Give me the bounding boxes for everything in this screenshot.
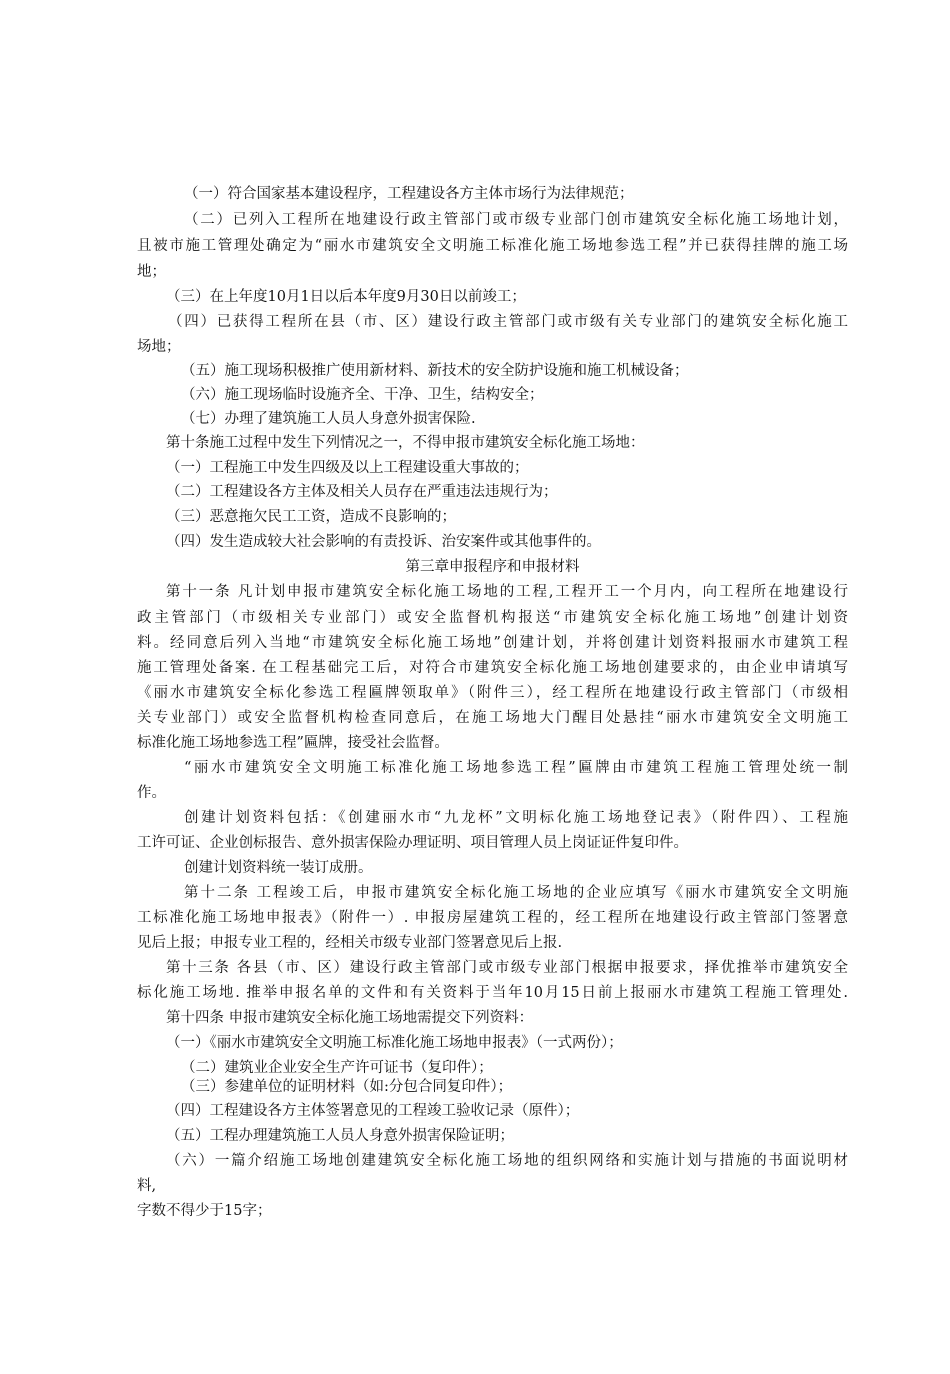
text-line-6: （四）已获得工程所在县（市、区）建设行政主管部门或市级有关专业部门的建筑安全标化施工 [168,314,848,330]
text-line-14: （三）恶意拖欠民工工资，造成不良影响的； [166,509,456,525]
text-line-5: （三）在上年度10月1日以后本年度9月30日以前竣工； [166,289,526,305]
text-line-27: 工许可证、企业创标报告、意外损害保险办理证明、项目管理人员上岗证证件复印件。 [137,835,688,851]
text-line-12: （一）工程施工中发生四级及以上工程建设重大事故的； [166,460,529,476]
text-line-29: 第十二条 工程竣工后，申报市建筑安全标化施工场地的企业应填写《丽水市建筑安全文明施 [184,885,848,901]
text-line-23: 标准化施工场地参选工程”匾牌，接受社会监督。 [137,735,449,751]
text-line-9: （六）施工现场临时设施齐全、干净、卫生，结构安全； [181,387,544,403]
text-line-8: （五）施工现场积极推广使用新材料、新技术的安全防护设施和施工机械设备； [181,363,689,379]
text-line-22: 关专业部门）或安全监督机构检查同意后，在施工场地大门醒目处悬挂“丽水市建筑安全文明施工 [137,710,848,726]
text-line-20: 施工管理处备案. 在工程基础完工后，对符合市建筑安全标化施工场地创建要求的，由企业申请填写 [137,660,848,676]
text-line-4: 地； [137,264,166,280]
text-line-28: 创建计划资料统一装订成册。 [184,860,373,876]
text-line-21: 《丽水市建筑安全标化参选工程匾牌领取单》（附件三），经工程所在地建设行政主管部门（市级相 [137,685,848,701]
text-line-41: 料, [137,1178,157,1194]
text-line-19: 料。经同意后列入当地“市建筑安全标化施工场地”创建计划，并将创建计划资料报丽水市建筑工程 [137,635,848,651]
text-line-2: （二）已列入工程所在地建设行政主管部门或市级专业部门创市建筑安全标化施工场地计划， [184,212,848,228]
text-line-11: 第十条施工过程中发生下列情况之一，不得申报市建筑安全标化施工场地： [166,435,645,451]
text-line-31: 见后上报；申报专业工程的，经相关市级专业部门签署意见后上报. [137,935,563,951]
text-line-26: 创建计划资料包括：《创建丽水市“九龙杯”文明标化施工场地登记表》（附件四）、工程施 [184,810,848,826]
text-line-1: （一）符合国家基本建设程序，工程建设各方主体市场行为法律规范； [184,186,634,202]
text-line-7: 场地； [137,339,181,355]
text-line-42: 字数不得少于15字； [137,1203,272,1219]
text-line-40: （六）一篇介绍施工场地创建建筑安全标化施工场地的组织网络和实施计划与措施的书面说明材 [166,1153,848,1169]
text-line-15: （四）发生造成较大社会影响的有责投诉、治安案件或其他事件的。 [166,534,601,550]
text-line-36: （二）建筑业企业安全生产许可证书（复印件）； [181,1060,493,1076]
text-line-30: 工标准化施工场地申报表》（附件一）. 申报房屋建筑工程的，经工程所在地建设行政主管部门签署意 [137,910,848,926]
text-line-18: 政主管部门（市级相关专业部门）或安全监督机构报送“市建筑安全标化施工场地”创建计划资 [137,610,848,626]
chapter-heading: 第三章申报程序和申报材料 [405,559,580,575]
text-line-39: （五）工程办理建筑施工人员人身意外损害保险证明； [166,1128,514,1144]
text-line-3: 且被市施工管理处确定为“丽水市建筑安全文明施工标准化施工场地参选工程”并已获得挂牌的施工场 [137,238,848,254]
text-line-17: 第十一条 凡计划申报市建筑安全标化施工场地的工程,工程开工一个月内，向工程所在地建设行 [166,584,848,600]
text-line-35: （一）《丽水市建筑安全文明施工标准化施工场地申报表》（一式两份）； [166,1035,623,1051]
text-line-13: （二）工程建设各方主体及相关人员存在严重违法违规行为； [166,484,558,500]
text-line-24: “丽水市建筑安全文明施工标准化施工场地参选工程”匾牌由市建筑工程施工管理处统一制 [184,760,848,776]
text-line-25: 作。 [137,785,166,801]
text-line-37: （三）参建单位的证明材料（如:分包合同复印件）； [181,1079,513,1095]
text-line-32: 第十三条 各县（市、区）建设行政主管部门或市级专业部门根据申报要求，择优推举市建筑安全 [166,960,848,976]
text-line-33: 标化施工场地. 推举申报名单的文件和有关资料于当年10月15日前上报丽水市建筑工程施工管理处. [137,985,848,1001]
text-line-38: （四）工程建设各方主体签署意见的工程竣工验收记录（原件）； [166,1103,580,1119]
text-line-34: 第十四条 申报市建筑安全标化施工场地需提交下列资料： [166,1010,534,1026]
text-line-10: （七）办理了建筑施工人员人身意外损害保险. [181,411,476,427]
